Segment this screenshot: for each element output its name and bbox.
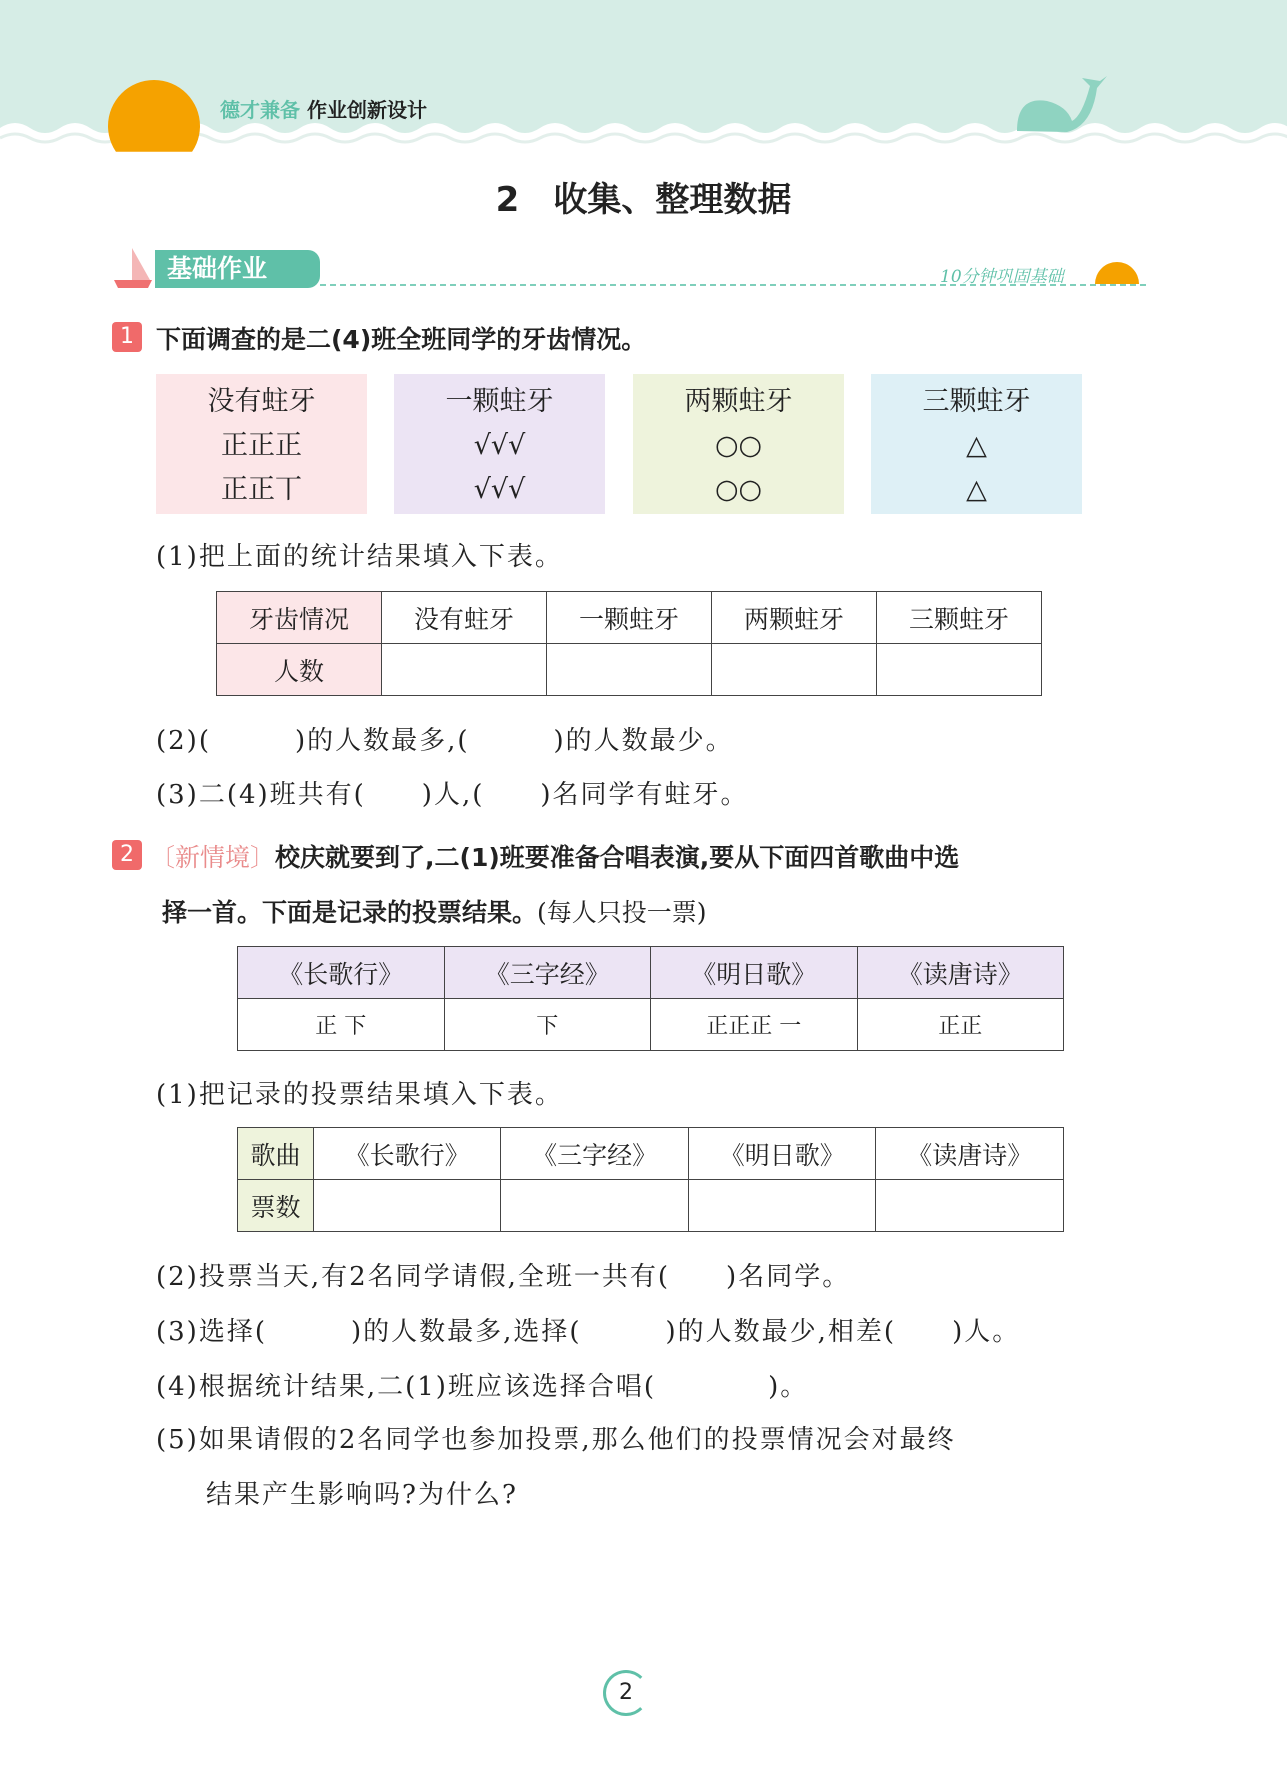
tally-box-two: 两颗蛀牙 ○○ ○○ xyxy=(633,374,844,514)
brand-green: 德才兼备 xyxy=(220,98,300,122)
sun-icon xyxy=(108,80,200,172)
vote-table: 歌曲 《长歌行》 《三字经》 《明日歌》 《读唐诗》 票数 xyxy=(237,1127,1064,1232)
tag: 〔新情境〕 xyxy=(150,843,276,872)
page-number: 2 xyxy=(603,1670,649,1716)
vote-record-table: 《长歌行》 《三字经》 《明日歌》 《读唐诗》 正 下 下 正正正 一 正正 xyxy=(237,946,1064,1051)
subquestion: (1)把记录的投票结果填入下表。 xyxy=(156,1080,563,1110)
brand-title xyxy=(220,94,427,123)
answer-cell[interactable] xyxy=(547,644,712,696)
section-subtitle: 10分钟巩固基础 xyxy=(940,267,1064,287)
question-text: 择一首。下面是记录的投票结果。 xyxy=(162,898,538,927)
subquestion: 结果产生影响吗?为什么? xyxy=(206,1480,518,1510)
brand-dark: 作业创新设计 xyxy=(306,98,427,122)
question-text: 校庆就要到了,二(1)班要准备合唱表演,要从下面四首歌曲中选 xyxy=(275,843,960,872)
answer-cell[interactable] xyxy=(712,644,877,696)
subquestion: (2)投票当天,有2名同学请假,全班一共有( )名同学。 xyxy=(156,1262,851,1292)
subquestion: (2)( )的人数最多,( )的人数最少。 xyxy=(156,726,734,756)
subquestion: (5)如果请假的2名同学也参加投票,那么他们的投票情况会对最终 xyxy=(156,1425,956,1455)
subquestion: (3)选择( )的人数最多,选择( )的人数最少,相差( )人。 xyxy=(156,1317,1021,1347)
section-label: 基础作业 xyxy=(155,250,320,288)
question-text: 下面调查的是二(4)班全班同学的牙齿情况。 xyxy=(156,325,647,354)
subquestion: (4)根据统计结果,二(1)班应该选择合唱( )。 xyxy=(156,1372,809,1402)
answer-cell[interactable] xyxy=(877,644,1042,696)
subquestion: (1)把上面的统计结果填入下表。 xyxy=(156,542,563,572)
answer-cell[interactable] xyxy=(313,1180,501,1232)
answer-cell[interactable] xyxy=(501,1180,689,1232)
tally-box-three: 三颗蛀牙 △ △ xyxy=(871,374,1082,514)
whale-icon xyxy=(1012,76,1112,136)
teeth-table: 牙齿情况 没有蛀牙 一颗蛀牙 两颗蛀牙 三颗蛀牙 人数 xyxy=(216,591,1042,696)
answer-cell[interactable] xyxy=(876,1180,1064,1232)
question-number: 1 xyxy=(112,322,142,352)
tally-box-none: 没有蛀牙 正正正 正正丅 xyxy=(156,374,367,514)
tally-box-one: 一颗蛀牙 √√√ √√√ xyxy=(394,374,605,514)
sailboat-icon xyxy=(112,248,152,288)
answer-cell[interactable] xyxy=(382,644,547,696)
question-number: 2 xyxy=(112,840,142,870)
page-title: 2 收集、整理数据 xyxy=(495,180,792,220)
subquestion: (3)二(4)班共有( )人,( )名同学有蛀牙。 xyxy=(156,780,749,810)
answer-cell[interactable] xyxy=(688,1180,876,1232)
